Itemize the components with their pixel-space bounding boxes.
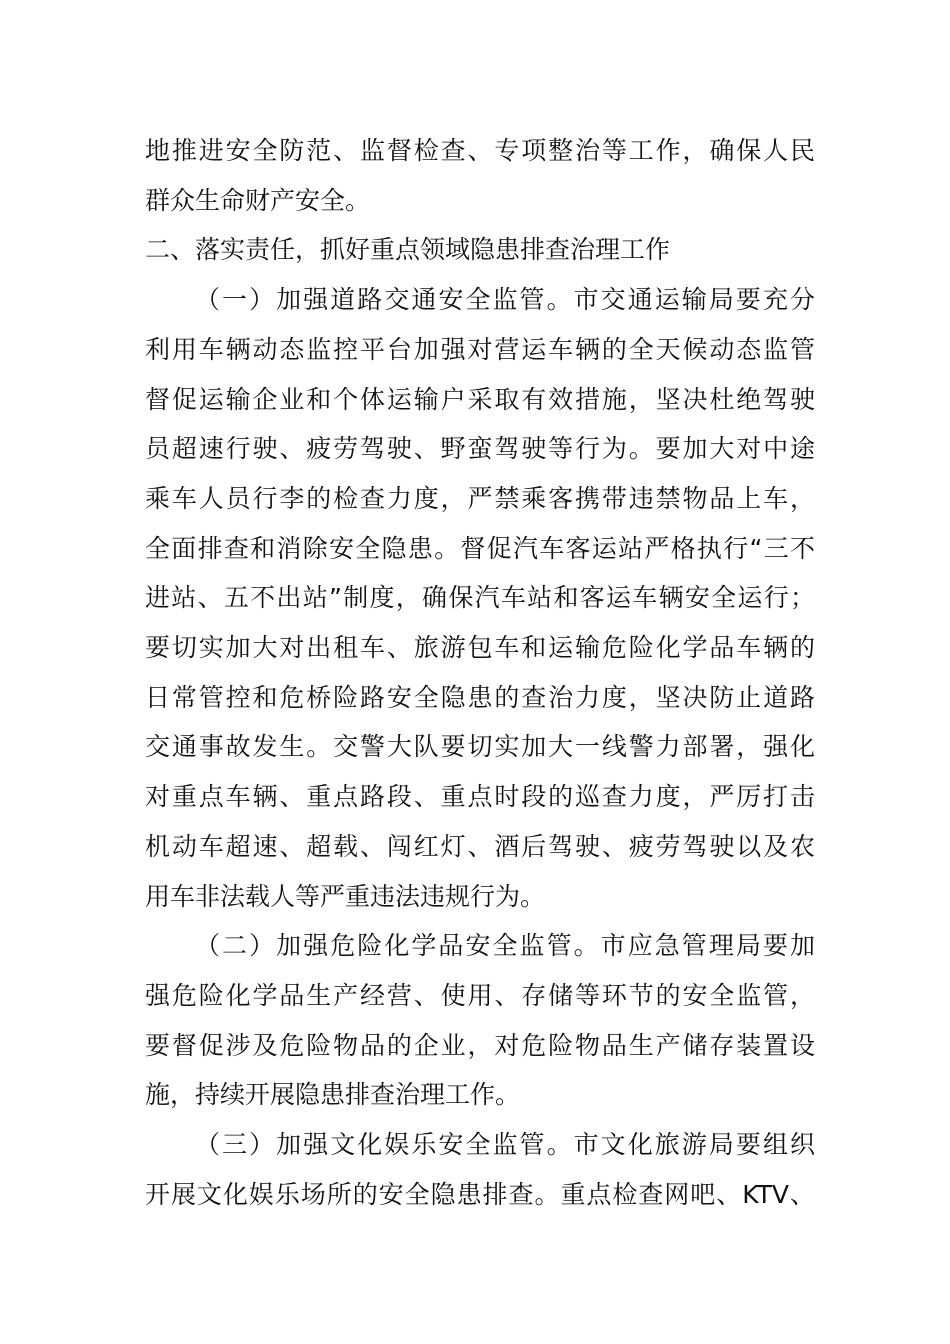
text-line: 日常管控和危桥险路安全隐患的查治力度，坚决防止道路 bbox=[145, 682, 815, 712]
text-line: 交通事故发生。交警大队要切实加大一线警力部署，强化 bbox=[145, 732, 815, 762]
section-heading-text: 二、落实责任，抓好重点领域隐患排查治理工作 bbox=[145, 235, 671, 265]
section-heading bbox=[145, 225, 815, 275]
text-line: 乘车人员行李的检查力度，严禁乘客携带违禁物品上车， bbox=[145, 483, 815, 513]
text-line: 用车非法载人等严重违法违规行为。 bbox=[145, 881, 546, 911]
text-line: 全面排查和消除安全隐患。督促汽车客运站严格执行“三不 bbox=[145, 533, 815, 563]
text-line: 督促运输企业和个体运输户采取有效措施，坚决杜绝驾驶 bbox=[145, 384, 815, 414]
text-line: 群众生命财产安全。 bbox=[145, 185, 371, 215]
document-body bbox=[145, 126, 815, 1219]
text-line: （三）加强文化娱乐安全监管。市文化旅游局要组织 bbox=[195, 1130, 815, 1160]
paragraph-hazardous-chemicals bbox=[145, 921, 815, 1120]
text-line: 开展文化娱乐场所的安全隐患排查。重点检查网吧、KTV、 bbox=[145, 1179, 815, 1209]
paragraph-cultural-entertainment bbox=[145, 1120, 815, 1219]
text-line: 要切实加大对出租车、旅游包车和运输危险化学品车辆的 bbox=[145, 633, 815, 663]
text-line: 利用车辆动态监控平台加强对营运车辆的全天候动态监管 bbox=[145, 334, 815, 364]
text-line: 施，持续开展隐患排查治理工作。 bbox=[145, 1080, 521, 1110]
paragraph-intro-tail bbox=[145, 126, 815, 225]
text-line: 机动车超速、超载、闯红灯、酒后驾驶、疲劳驾驶以及农 bbox=[145, 831, 815, 861]
text-line: 强危险化学品生产经营、使用、存储等环节的安全监管， bbox=[145, 980, 815, 1010]
text-line: 员超速行驶、疲劳驾驶、野蛮驾驶等行为。要加大对中途 bbox=[145, 434, 815, 464]
text-line: 地推进安全防范、监督检查、专项整治等工作，确保人民 bbox=[145, 136, 815, 165]
text-line: 要督促涉及危险物品的企业，对危险物品生产储存装置设 bbox=[145, 1030, 815, 1060]
text-line: 进站、五不出站”制度，确保汽车站和客运车辆安全运行； bbox=[145, 583, 815, 613]
text-line: 对重点车辆、重点路段、重点时段的巡查力度，严厉打击 bbox=[145, 782, 815, 812]
paragraph-road-traffic bbox=[145, 275, 815, 921]
text-line: （二）加强危险化学品安全监管。市应急管理局要加 bbox=[195, 931, 815, 961]
text-line: （一）加强道路交通安全监管。市交通运输局要充分 bbox=[195, 285, 815, 315]
